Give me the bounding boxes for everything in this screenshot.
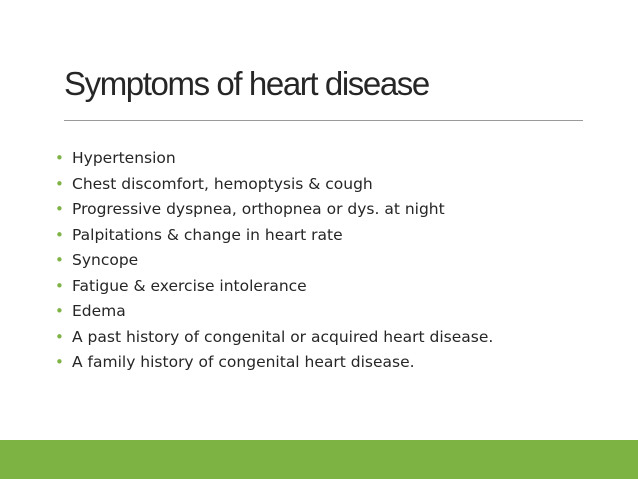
bullet-icon: • bbox=[55, 302, 64, 320]
bullet-text: Chest discomfort, hemoptysis & cough bbox=[72, 174, 373, 193]
bullet-text: Syncope bbox=[72, 251, 139, 269]
bullet-text: A past history of congenital or acquired heart disease. bbox=[72, 327, 494, 346]
bullet-item bbox=[0, 248, 493, 274]
bullet-item bbox=[0, 274, 493, 300]
bullet-item bbox=[0, 325, 493, 351]
bullet-text: A family history of congenital heart disease. bbox=[72, 353, 415, 371]
bullet-icon: • bbox=[55, 174, 64, 193]
bullet-item bbox=[0, 146, 493, 172]
bullet-icon: • bbox=[55, 327, 64, 346]
footer-accent-bar bbox=[0, 440, 638, 479]
slide-title: Symptoms of heart disease bbox=[64, 65, 429, 102]
bullet-item bbox=[0, 350, 493, 376]
bullet-text: Edema bbox=[72, 302, 126, 320]
bullet-text: Fatigue & exercise intolerance bbox=[72, 276, 307, 295]
bullet-text: Progressive dyspnea, orthopnea or dys. at night bbox=[72, 200, 445, 218]
bullet-icon: • bbox=[55, 149, 64, 167]
bullet-list bbox=[0, 146, 493, 376]
bullet-icon: • bbox=[55, 251, 64, 269]
title-divider bbox=[64, 120, 583, 121]
bullet-icon: • bbox=[55, 200, 64, 218]
bullet-item bbox=[0, 197, 493, 223]
bullet-item bbox=[0, 172, 493, 198]
bullet-icon: • bbox=[55, 276, 64, 295]
bullet-text: Palpitations & change in heart rate bbox=[72, 225, 343, 244]
bullet-icon: • bbox=[55, 353, 64, 371]
bullet-icon: • bbox=[55, 225, 64, 244]
bullet-item bbox=[0, 299, 493, 325]
bullet-item bbox=[0, 223, 493, 249]
bullet-text: Hypertension bbox=[72, 149, 176, 167]
